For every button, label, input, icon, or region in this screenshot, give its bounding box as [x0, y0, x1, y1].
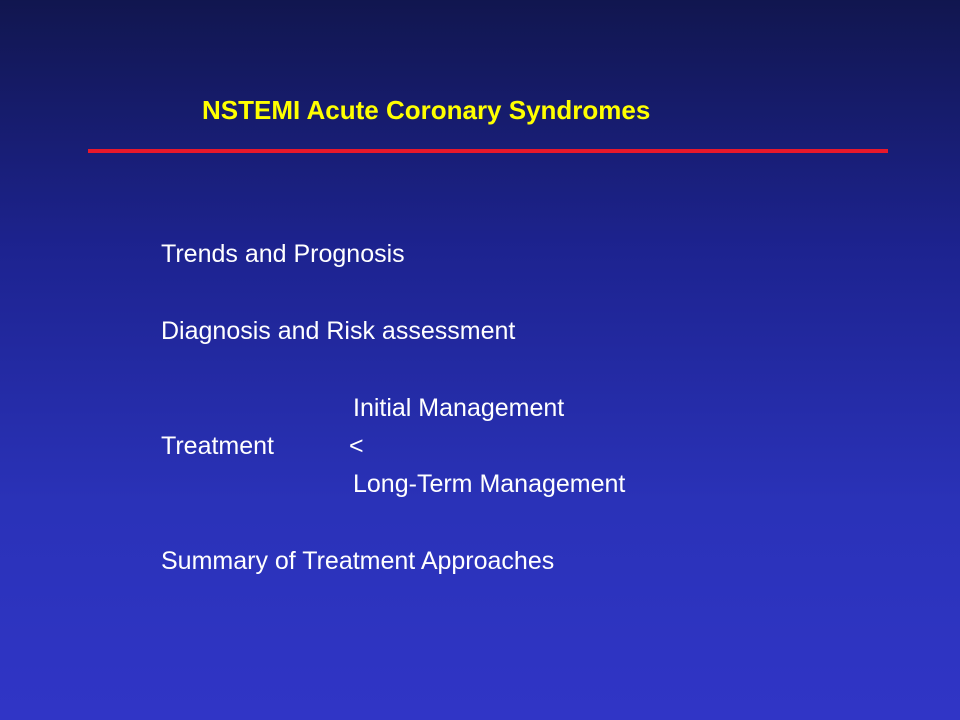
agenda-item-treatment: Treatment: [161, 432, 275, 460]
agenda-subitem-long-term-management: Long-Term Management: [353, 470, 626, 498]
treatment-branch-symbol: <: [349, 432, 364, 460]
agenda-item-diagnosis: Diagnosis and Risk assessment: [161, 317, 516, 345]
agenda-item-summary: Summary of Treatment Approaches: [161, 547, 555, 575]
agenda-subitem-initial-management: Initial Management: [353, 394, 565, 422]
agenda-item-trends: Trends and Prognosis: [161, 240, 405, 268]
title-divider: [88, 149, 888, 153]
slide-title: NSTEMI Acute Coronary Syndromes: [202, 95, 651, 125]
